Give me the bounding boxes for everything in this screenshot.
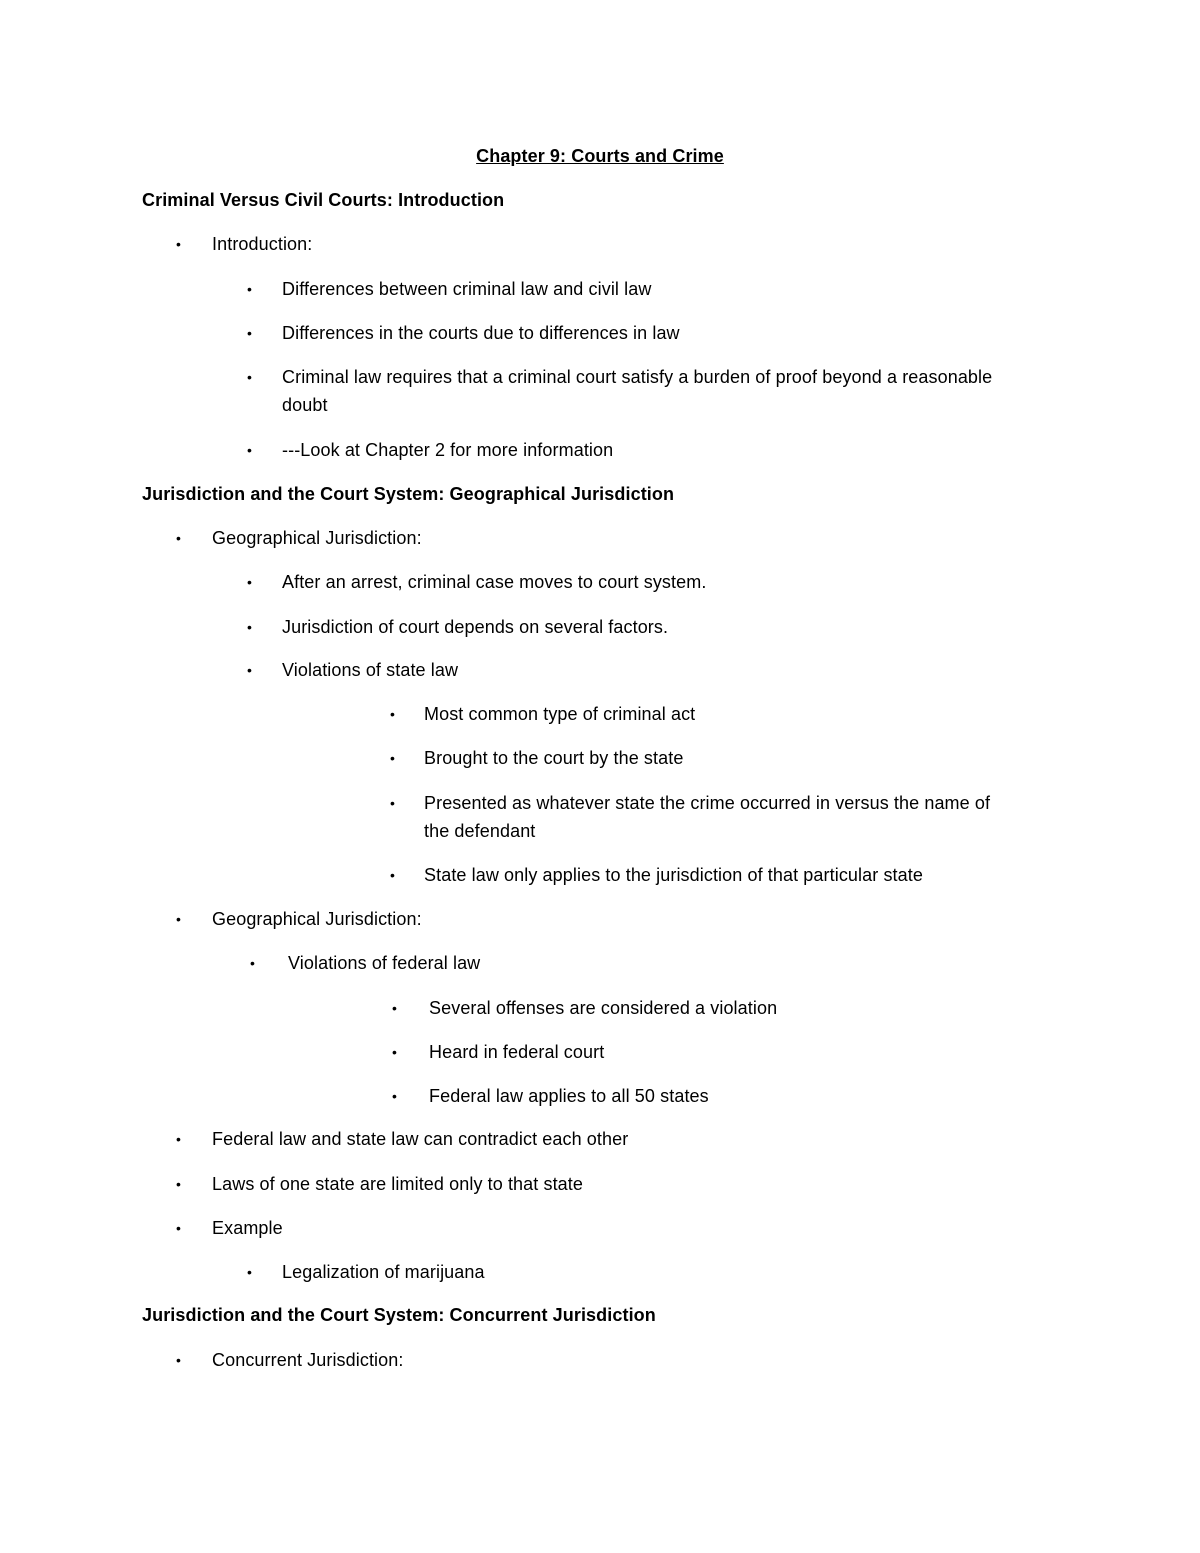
list-item: Geographical Jurisdiction: [212,909,422,929]
document-title: Chapter 9: Courts and Crime [476,146,724,166]
list-item: Violations of federal law [288,953,481,973]
list-item: Jurisdiction of court depends on several factors. [282,617,669,637]
bullet-icon: • [176,1220,181,1236]
list-item-continuation: the defendant [424,821,536,841]
bullet-icon: • [247,369,252,385]
bullet-icon: • [247,574,252,590]
bullet-icon: • [390,795,395,811]
bullet-icon: • [176,236,181,252]
list-item: Several offenses are considered a violation [429,998,778,1018]
bullet-icon: • [176,1176,181,1192]
bullet-icon: • [390,867,395,883]
list-item: Federal law and state law can contradict each other [212,1129,629,1149]
list-item: Violations of state law [282,660,459,680]
list-item: Differences in the courts due to differences in law [282,323,680,343]
bullet-icon: • [176,1131,181,1147]
section-heading: Jurisdiction and the Court System: Geographical Jurisdiction [142,484,675,504]
bullet-icon: • [390,706,395,722]
bullet-icon: • [247,619,252,635]
list-item: Federal law applies to all 50 states [429,1086,709,1106]
list-item-continuation: doubt [282,395,328,415]
bullet-icon: • [247,281,252,297]
section-heading: Criminal Versus Civil Courts: Introduction [142,190,505,210]
bullet-icon: • [390,750,395,766]
bullet-icon: • [247,442,252,458]
bullet-icon: • [247,325,252,341]
list-item: Geographical Jurisdiction: [212,528,422,548]
bullet-icon: • [392,1000,397,1016]
list-item: State law only applies to the jurisdiction of that particular state [424,865,923,885]
list-item: Legalization of marijuana [282,1262,485,1282]
bullet-icon: • [392,1088,397,1104]
list-item: ---Look at Chapter 2 for more information [282,440,614,460]
list-item: Example [212,1218,283,1238]
list-item: Concurrent Jurisdiction: [212,1350,404,1370]
list-item: Criminal law requires that a criminal court satisfy a burden of proof beyond a reasonable [282,367,993,387]
list-item: Most common type of criminal act [424,704,696,724]
bullet-icon: • [176,911,181,927]
list-item: Brought to the court by the state [424,748,684,768]
list-item: Differences between criminal law and civil law [282,279,652,299]
bullet-icon: • [176,1352,181,1368]
bullet-icon: • [250,955,255,971]
bullet-icon: • [247,1264,252,1280]
list-item: After an arrest, criminal case moves to court system. [282,572,707,592]
bullet-icon: • [392,1044,397,1060]
list-item: Laws of one state are limited only to that state [212,1174,584,1194]
bullet-icon: • [176,530,181,546]
section-heading: Jurisdiction and the Court System: Concurrent Jurisdiction [142,1305,656,1325]
list-item: Introduction: [212,234,313,254]
bullet-icon: • [247,662,252,678]
list-item: Presented as whatever state the crime occurred in versus the name of [424,793,991,813]
list-item: Heard in federal court [429,1042,605,1062]
